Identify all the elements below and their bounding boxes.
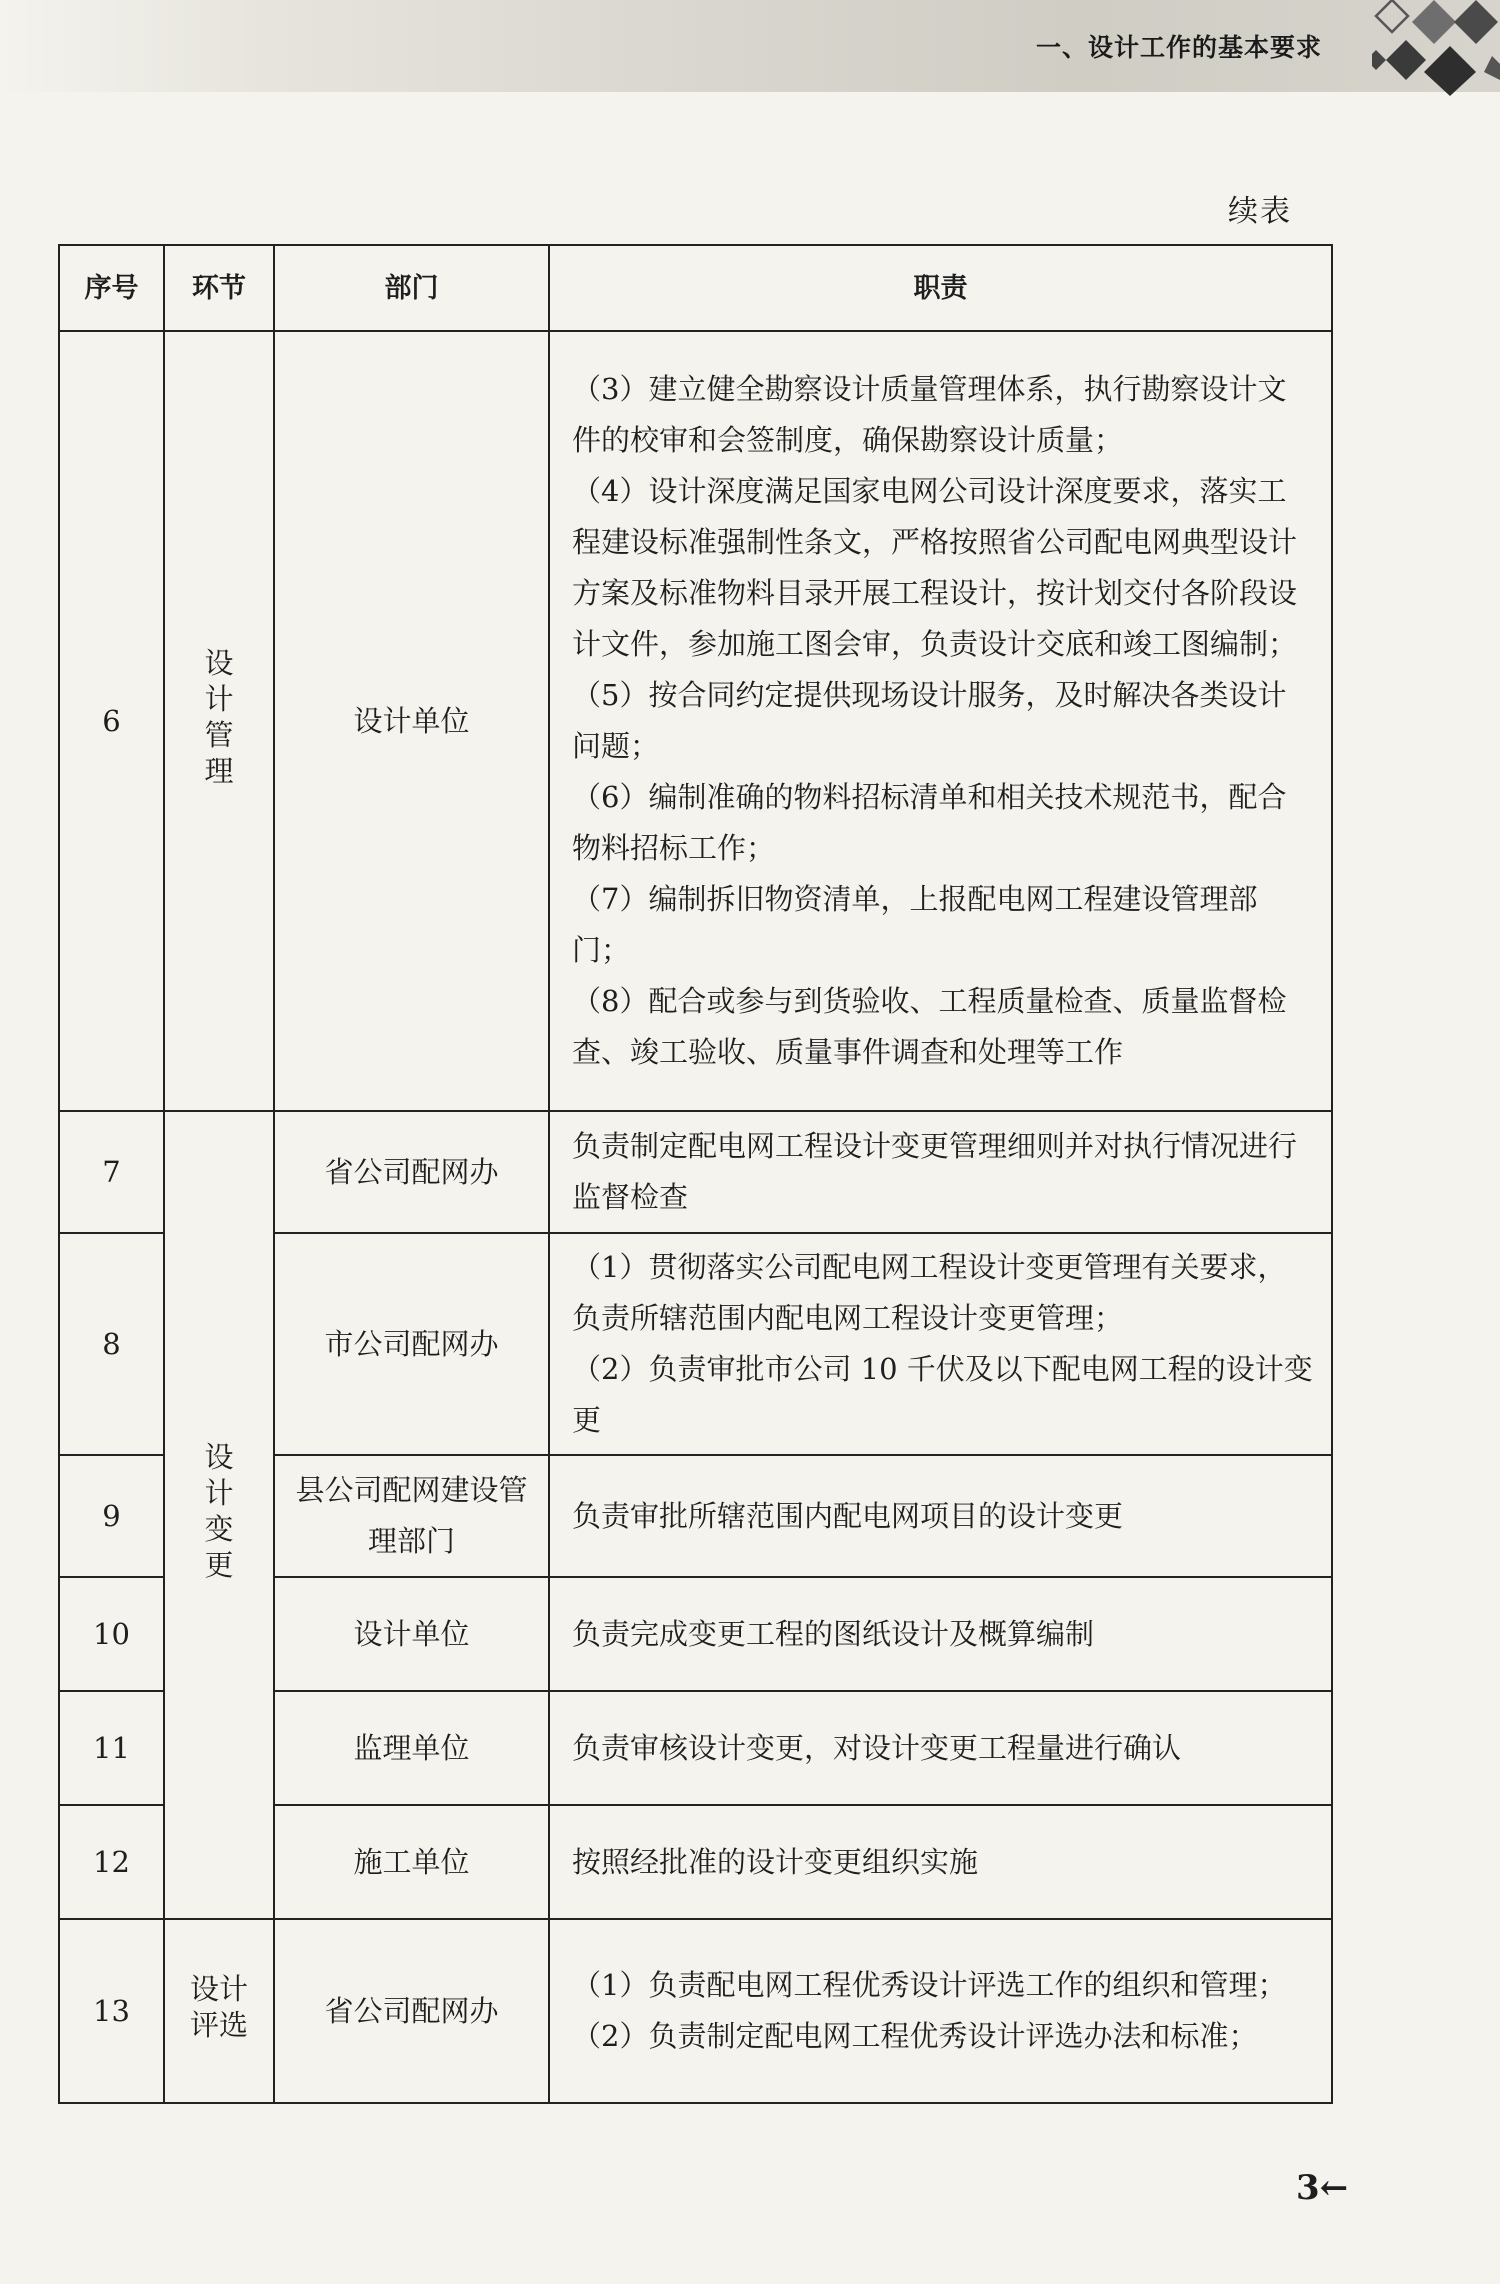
duty-item: 负责审核设计变更，对设计变更工程量进行确认 [572, 1730, 1182, 1765]
page-number: 3← [1296, 2168, 1349, 2208]
continued-label: 续表 [1228, 194, 1292, 229]
duty-item: （1）贯彻落实公司配电网工程设计变更管理有关要求，负责所辖范围内配电网工程设计变更管理； [572, 1250, 1287, 1335]
department-cell: 县公司配网建设管理部门 [274, 1455, 549, 1577]
duties-cell [549, 331, 1332, 1111]
row-number: 12 [59, 1805, 164, 1919]
header-duties: 职责 [549, 245, 1332, 331]
duty-item: 按照经批准的设计变更组织实施 [572, 1844, 979, 1879]
duties-cell [549, 1691, 1332, 1805]
row-number: 7 [59, 1111, 164, 1233]
duties-cell [549, 1577, 1332, 1691]
duty-item: 负责完成变更工程的图纸设计及概算编制 [572, 1616, 1095, 1651]
stage-cell [164, 1111, 274, 1919]
department-cell: 监理单位 [274, 1691, 549, 1805]
header-department: 部门 [274, 245, 549, 331]
stage-label: 设计管理 [204, 646, 234, 788]
duties-cell [549, 1233, 1332, 1455]
department-cell: 设计单位 [274, 331, 549, 1111]
diamond-tiles-icon [1372, 0, 1500, 96]
duty-item: （7）编制拆旧物资清单，上报配电网工程建设管理部门； [572, 882, 1258, 967]
table-row [59, 331, 1332, 1111]
row-number: 11 [59, 1691, 164, 1805]
stage-label: 设计变更 [204, 1440, 234, 1582]
header-number: 序号 [59, 245, 164, 331]
row-number: 9 [59, 1455, 164, 1577]
duty-item: 负责审批所辖范围内配电网项目的设计变更 [572, 1498, 1124, 1533]
header-stage: 环节 [164, 245, 274, 331]
table-row [59, 1111, 1332, 1233]
row-number: 10 [59, 1577, 164, 1691]
department-cell: 省公司配网办 [274, 1111, 549, 1233]
row-number: 8 [59, 1233, 164, 1455]
duties-cell [549, 1111, 1332, 1233]
stage-cell [164, 1919, 274, 2103]
department-cell: 设计单位 [274, 1577, 549, 1691]
table-header-row [59, 245, 1332, 331]
duties-cell [549, 1805, 1332, 1919]
duty-item: （8）配合或参与到货验收、工程质量检查、质量监督检查、竣工验收、质量事件调查和处理等工作 [572, 984, 1287, 1069]
duty-item: （1）负责配电网工程优秀设计评选工作的组织和管理； [572, 1968, 1287, 2002]
stage-cell [164, 331, 274, 1111]
department-cell: 市公司配网办 [274, 1233, 549, 1455]
duty-item: （4）设计深度满足国家电网公司设计深度要求，落实工程建设标准强制性条文，严格按照省公司配电网典型设计方案及标准物料目录开展工程设计，按计划交付各阶段设计文件，参加施工图会审，负责设计交底和竣工图编制； [572, 474, 1298, 661]
duties-cell [549, 1455, 1332, 1577]
section-title: 一、设计工作的基本要求 [1035, 33, 1322, 62]
duty-item: （6）编制准确的物料招标清单和相关技术规范书，配合物料招标工作； [572, 780, 1287, 865]
duty-item: （2）负责制定配电网工程优秀设计评选办法和标准； [572, 2019, 1258, 2053]
duty-item: （2）负责审批市公司 10 千伏及以下配电网工程的设计变更 [572, 1352, 1313, 1437]
row-number: 6 [59, 331, 164, 1111]
stage-label: 设计评选 [189, 1972, 248, 2042]
row-number: 13 [59, 1919, 164, 2103]
duty-item: 负责制定配电网工程设计变更管理细则并对执行情况进行监督检查 [572, 1129, 1298, 1214]
department-cell: 施工单位 [274, 1805, 549, 1919]
duty-item: （5）按合同约定提供现场设计服务，及时解决各类设计问题； [572, 678, 1287, 763]
duty-item: （3）建立健全勘察设计质量管理体系，执行勘察设计文件的校审和会签制度，确保勘察设计质量； [572, 372, 1287, 457]
department-cell: 省公司配网办 [274, 1919, 549, 2103]
responsibility-table [58, 244, 1333, 2104]
table-row [59, 1919, 1332, 2103]
duties-cell [549, 1919, 1332, 2103]
